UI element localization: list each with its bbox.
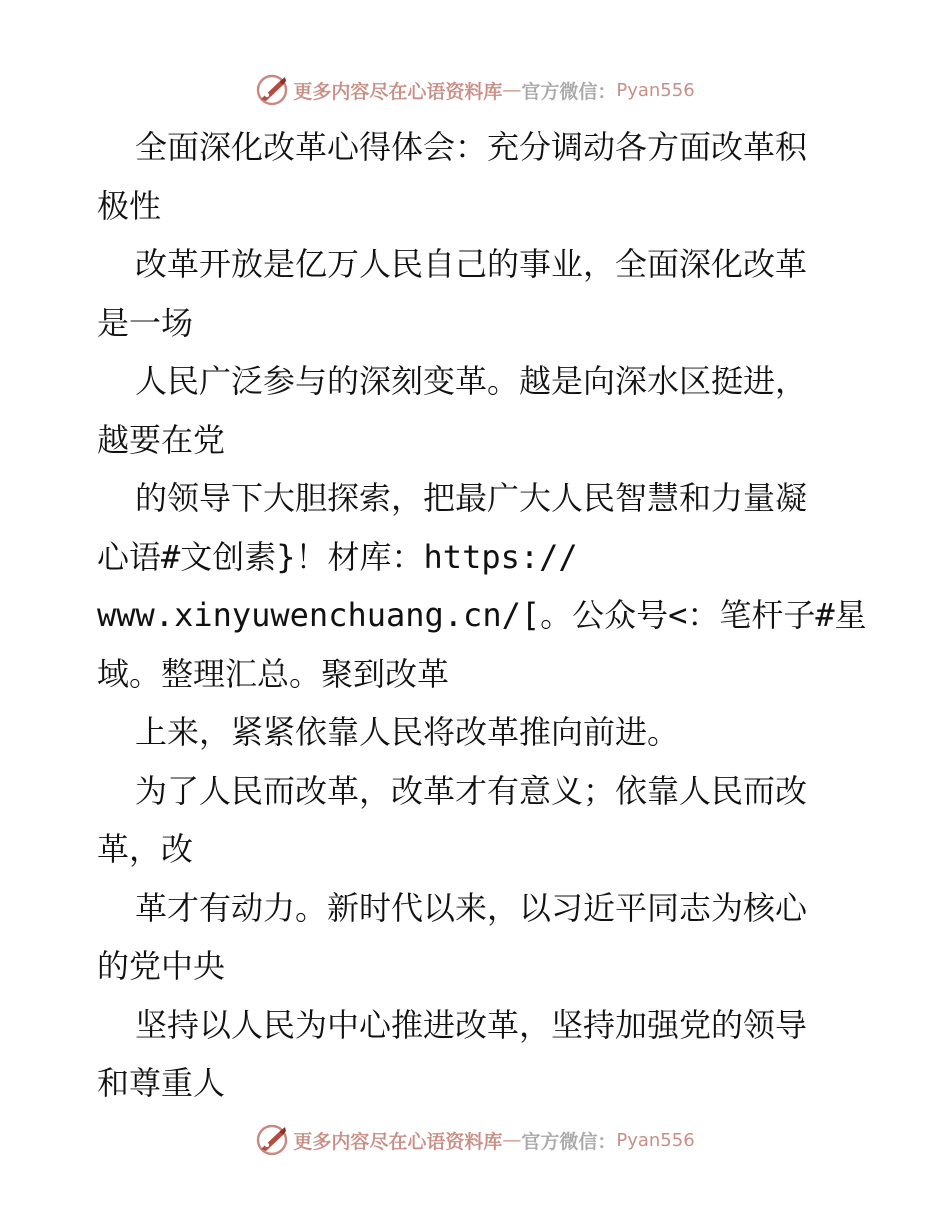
- text-line: 革才有动力。新时代以来，以习近平同志为核心: [135, 888, 808, 927]
- banner-label: 官方微信：: [521, 80, 617, 103]
- text-line: 心语#文创素}！材库：https://: [97, 537, 578, 576]
- text-line: 极性: [97, 186, 162, 225]
- banner-main-text: 更多内容尽在心语资料库: [293, 1130, 503, 1153]
- text-line: www.xinyuwenchuang.cn/[。公众号<：笔杆子#星: [97, 596, 867, 634]
- banner-dash: —: [502, 1129, 522, 1151]
- text-line: 上来，紧紧依靠人民将改革推向前进。: [135, 713, 680, 751]
- text-line: 人民广泛参与的深刻变革。越是向深水区挺进，: [135, 362, 808, 400]
- banner-main-text: 更多内容尽在心语资料库: [293, 80, 503, 103]
- header-banner: [0, 70, 950, 110]
- banner-wechat-id: Pyan556: [616, 1129, 695, 1151]
- banner-dash: —: [502, 79, 522, 101]
- banner-label: 官方微信：: [521, 1130, 617, 1153]
- text-line: 和尊重人: [97, 1064, 226, 1102]
- text-line: 改革开放是亿万人民自己的事业，全面深化改革: [135, 245, 808, 283]
- text-line: 坚持以人民为中心推进改革，坚持加强党的领导: [135, 1005, 808, 1044]
- text-line: 是一场: [97, 303, 194, 342]
- document-body: [97, 118, 867, 1113]
- text-line: 的党中央: [97, 947, 226, 985]
- text-line: 为了人民而改革，改革才有意义；依靠人民而改: [135, 771, 808, 810]
- text-line: 的领导下大胆探索，把最广大人民智慧和力量凝: [135, 479, 808, 517]
- text-line: 域。整理汇总。聚到改革: [97, 654, 450, 693]
- banner-wechat-id: Pyan556: [616, 79, 695, 101]
- pen-logo-icon: [255, 73, 289, 107]
- pen-logo-icon: [255, 1123, 289, 1157]
- footer-banner: [0, 1120, 950, 1160]
- text-line: 全面深化改革心得体会：充分调动各方面改革积: [135, 128, 808, 166]
- text-line: 革，改: [97, 830, 194, 868]
- text-line: 越要在党: [97, 420, 226, 459]
